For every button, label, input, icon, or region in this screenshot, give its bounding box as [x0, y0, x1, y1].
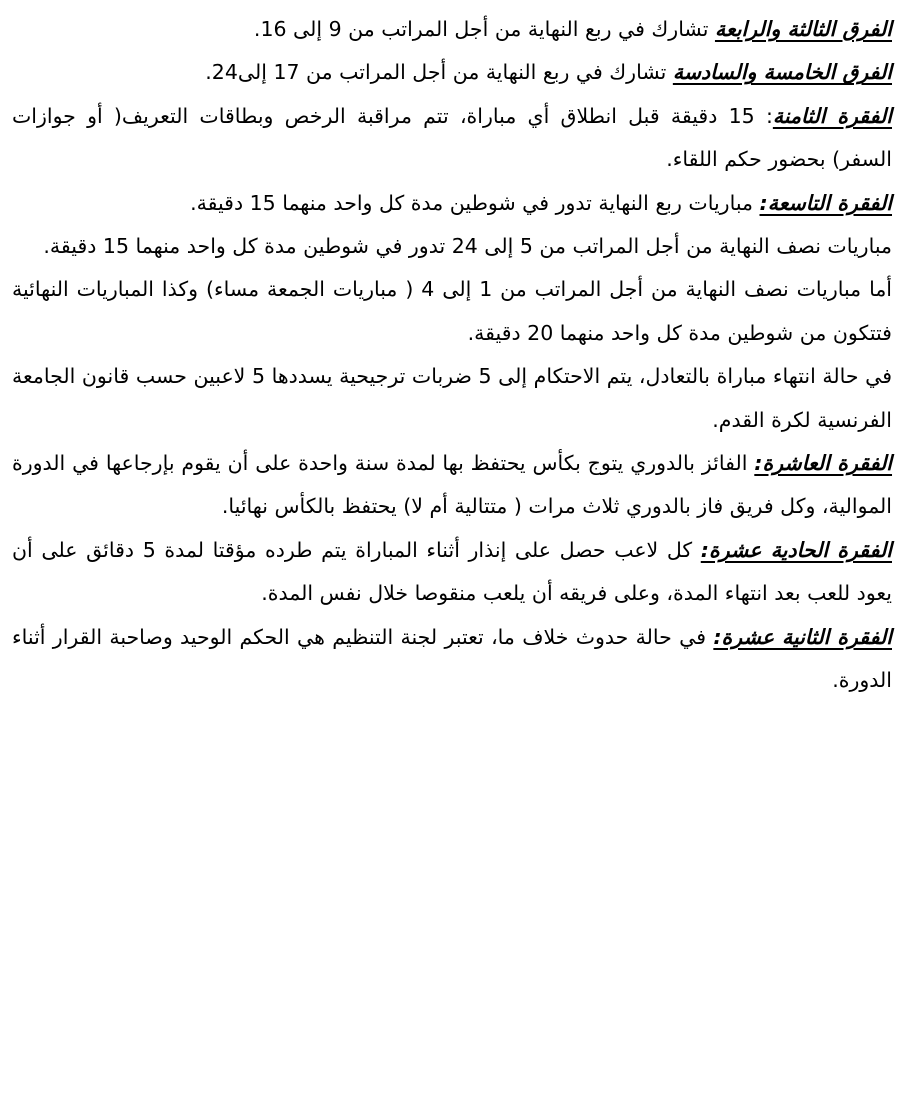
paragraph-draw-penalties [12, 355, 892, 442]
paragraph-text: تشارك في ربع النهاية من أجل المراتب من 17 إلى24. [205, 60, 673, 85]
paragraph-text: في حالة انتهاء مباراة بالتعادل، يتم الاحتكام إلى 5 ضربات ترجيحية يسددها 5 لاعبين حسب قانون الجامعة الفرنسية لكرة القدم. [12, 364, 892, 432]
paragraph-article-8 [12, 95, 892, 182]
paragraph-semifinal-5-24 [12, 225, 892, 268]
paragraph-teams-3-4 [12, 8, 892, 51]
document-page [12, 8, 892, 703]
paragraph-text: : 15 دقيقة قبل انطلاق أي مباراة، تتم مراقبة الرخص وبطاقات التعريف( أو جوازات السفر) بحضور حكم اللقاء. [12, 103, 892, 172]
paragraph-text: مباريات ربع النهاية تدور في شوطين مدة كل واحد منهما 15 دقيقة. [190, 190, 760, 215]
paragraph-heading: الفرق الخامسة والسادسة [672, 60, 892, 85]
paragraph-teams-5-6 [12, 51, 892, 94]
paragraph-text: الفائز بالدوري يتوج بكأس يحتفظ بها لمدة سنة واحدة على أن يقوم بإرجاعها في الدورة الموالية، وكل فريق فاز بالدوري ثلاث مرات ( متتالية أم لا) يحتفظ بالكأس نهائيا. [12, 451, 892, 519]
paragraph-semifinal-1-4 [12, 268, 892, 355]
paragraph-article-12 [12, 616, 892, 703]
paragraph-text: في حالة حدوث خلاف ما، تعتبر لجنة التنظيم هي الحكم الوحيد وصاحبة القرار أثناء الدورة. [12, 624, 892, 693]
paragraph-heading: الفقرة التاسعة: [759, 190, 892, 215]
paragraph-text: مباريات نصف النهاية من أجل المراتب من 5 إلى 24 تدور في شوطين مدة كل واحد منهما 15 دقيقة. [43, 234, 892, 259]
paragraph-text: أما مباريات نصف النهاية من أجل المراتب من 1 إلى 4 ( مباريات الجمعة مساء) وكذا المباريات النهائية فتتكون من شوطين مدة كل واحد منهما 20 دقيقة. [12, 277, 893, 345]
paragraph-heading: الفقرة الحادية عشرة: [700, 537, 892, 562]
paragraph-heading: الفقرة الثامنة [772, 103, 892, 128]
paragraph-article-11 [12, 529, 892, 616]
paragraph-article-9 [12, 182, 892, 225]
paragraph-text: تشارك في ربع النهاية من أجل المراتب من 9 إلى 16. [253, 17, 715, 41]
paragraph-text: كل لاعب حصل على إنذار أثناء المباراة يتم طرده مؤقتا لمدة 5 دقائق على أن يعود للعب بعد انتهاء المدة، وعلى فريقه أن يلعب منقوصا خلال نفس المدة. [12, 537, 892, 606]
paragraph-article-10 [12, 442, 892, 529]
paragraph-heading: الفقرة الثانية عشرة: [713, 624, 892, 649]
paragraph-heading: الفقرة العاشرة: [754, 451, 893, 476]
paragraph-heading: الفرق الثالثة والرابعة [714, 17, 892, 41]
